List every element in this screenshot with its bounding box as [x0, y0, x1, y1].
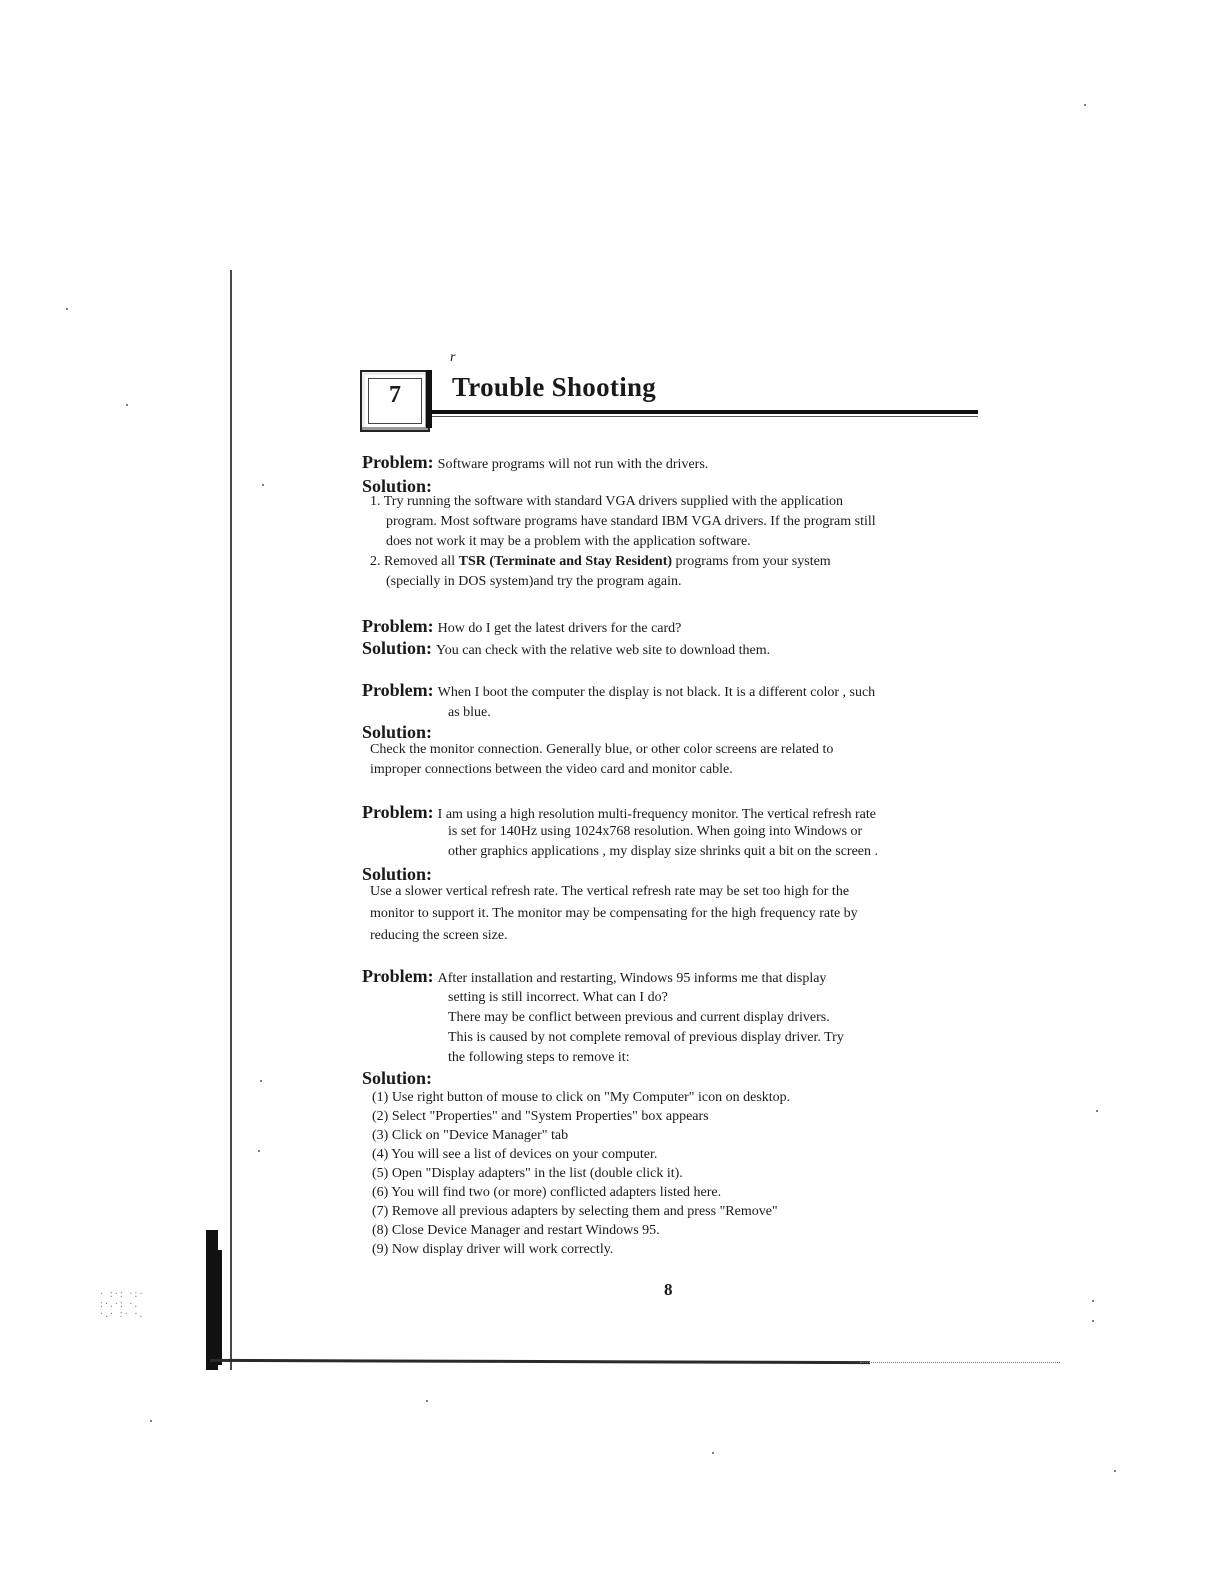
chapter-number-box: [360, 370, 430, 432]
solution-1-item-2-line-1: 2. Removed all TSR (Terminate and Stay Resident) programs from your system: [370, 554, 831, 569]
problem-text: I am using a high resolution multi-frequency monitor. The vertical refresh rate: [437, 807, 876, 822]
problem-label: Problem:: [362, 452, 434, 472]
binding-bar: [218, 1250, 222, 1365]
scan-dot: [262, 484, 264, 486]
solution-5-step: (7) Remove all previous adapters by selecting them and press "Remove": [372, 1204, 778, 1219]
binding-line: [230, 270, 232, 1370]
chapter-number: 7: [389, 382, 401, 408]
problem-text: After installation and restarting, Windows 95 informs me that display: [437, 971, 827, 986]
solution-4-label: Solution:: [362, 864, 433, 884]
binding-shadow: [206, 1230, 218, 1370]
solution-1-item-2-line-2: (specially in DOS system)and try the program again.: [386, 574, 682, 589]
solution-2: [362, 638, 770, 661]
solution-4-line-2: monitor to support it. The monitor may be compensating for the high frequency rate by: [370, 906, 858, 921]
bottom-rule-faint: [860, 1362, 1060, 1364]
scan-dot: [1084, 104, 1086, 106]
problem-5-line-5: the following steps to remove it:: [448, 1050, 630, 1065]
problem-text: Software programs will not run with the drivers.: [437, 457, 709, 472]
problem-label: Problem:: [362, 802, 434, 822]
problem-text: How do I get the latest drivers for the card?: [437, 621, 682, 636]
solution-5-step: (1) Use right button of mouse to click on "My Computer" icon on desktop.: [372, 1090, 791, 1105]
title-rule: [432, 410, 978, 414]
solution-1-item-1-line-2: program. Most software programs have standard IBM VGA drivers. If the program still: [386, 514, 876, 529]
problem-5-line-2: setting is still incorrect. What can I do?: [448, 990, 668, 1005]
chapter-mark: r: [450, 350, 456, 365]
solution-5-step: (8) Close Device Manager and restart Windows 95.: [372, 1223, 660, 1238]
problem-4-line-3: other graphics applications , my display size shrinks quit a bit on the screen .: [448, 844, 879, 859]
problem-label: Problem:: [362, 966, 434, 986]
scan-dot: [126, 404, 128, 406]
problem-1: [362, 452, 708, 475]
solution-1-label: Solution:: [362, 476, 433, 496]
scan-dot: [1092, 1320, 1094, 1322]
problem-3: [362, 680, 875, 703]
problem-3-line-2: as blue.: [448, 705, 491, 720]
solution-text: You can check with the relative web site to download them.: [436, 643, 771, 658]
chapter-tab: [426, 370, 432, 428]
solution-5-step: (3) Click on "Device Manager" tab: [372, 1128, 569, 1143]
scan-dot: [1114, 1470, 1116, 1472]
scan-dot: [150, 1420, 152, 1422]
problem-text: When I boot the computer the display is not black. It is a different color , such: [437, 685, 876, 700]
bottom-rule: [210, 1359, 870, 1364]
problem-4-line-2: is set for 140Hz using 1024x768 resolution. When going into Windows or: [448, 824, 863, 839]
scan-dot: [712, 1452, 714, 1454]
scan-dot: [1092, 1300, 1094, 1302]
title-rule-thin: [432, 416, 978, 417]
problem-5: [362, 966, 826, 989]
solution-3-line-1: Check the monitor connection. Generally blue, or other color screens are related to: [370, 742, 834, 757]
chapter-title: Trouble Shooting: [452, 372, 657, 402]
solution-4-line-1: Use a slower vertical refresh rate. The vertical refresh rate may be set too high for the: [370, 884, 850, 899]
solution-1-item-1-line-3: does not work it may be a problem with the application software.: [386, 534, 751, 549]
scan-dot: [260, 1080, 262, 1082]
solution-5-step: (2) Select "Properties" and "System Properties" box appears: [372, 1109, 709, 1124]
solution-4-line-3: reducing the screen size.: [370, 928, 508, 943]
solution-5-label: Solution:: [362, 1068, 433, 1088]
tsr-term: TSR (Terminate and Stay Resident): [458, 554, 673, 569]
solution-5-step: (9) Now display driver will work correctly.: [372, 1242, 614, 1257]
solution-1-item-1-line-1: 1. Try running the software with standard VGA drivers supplied with the application: [370, 494, 843, 509]
scan-dot: [258, 1150, 260, 1152]
problem-label: Problem:: [362, 680, 434, 700]
scan-dot: [66, 308, 68, 310]
solution-3-line-2: improper connections between the video card and monitor cable.: [370, 762, 733, 777]
scan-dot: [426, 1400, 428, 1402]
solution-3-label: Solution:: [362, 722, 433, 742]
problem-2: [362, 616, 681, 639]
solution-5-step: (5) Open "Display adapters" in the list (double click it).: [372, 1166, 683, 1181]
problem-5-line-4: This is caused by not complete removal of previous display driver. Try: [448, 1030, 844, 1045]
solution-5-step: (6) You will find two (or more) conflicted adapters listed here.: [372, 1185, 722, 1200]
page-number: 8: [664, 1280, 673, 1299]
scan-speckle: · :·: ·:· :·.·: ·. ·.· :· ·.: [100, 1289, 145, 1320]
scan-dot: [1096, 1110, 1098, 1112]
solution-5-step: (4) You will see a list of devices on your computer.: [372, 1147, 658, 1162]
solution-label: Solution:: [362, 638, 433, 658]
problem-label: Problem:: [362, 616, 434, 636]
problem-5-line-3: There may be conflict between previous and current display drivers.: [448, 1010, 830, 1025]
